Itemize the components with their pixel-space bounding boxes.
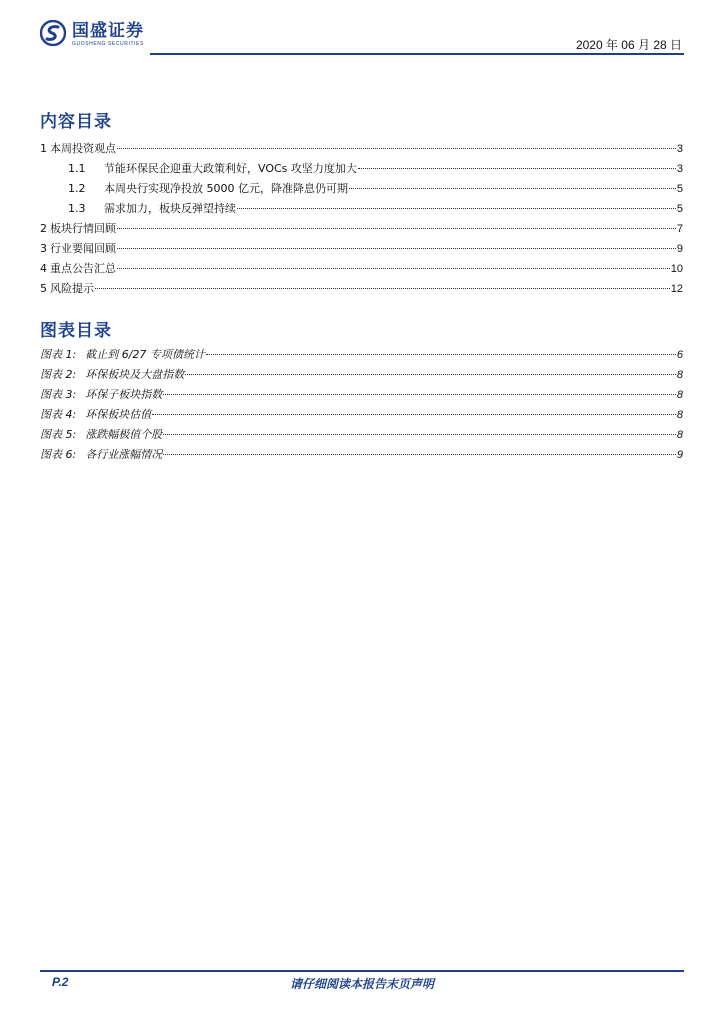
toc-item-title: 风险提示	[50, 282, 94, 295]
figure-item-page: 6	[676, 349, 683, 361]
toc-item-number: 1	[40, 142, 47, 155]
figure-item-page: 8	[676, 429, 683, 441]
toc-title: 内容目录	[40, 112, 112, 132]
toc-item-number: 1.2	[68, 182, 86, 195]
figure-item-number: 图表 3:	[40, 388, 77, 401]
dot-leader	[206, 354, 676, 355]
dot-leader	[349, 188, 676, 189]
toc-item-number: 3	[40, 242, 47, 255]
logo-chinese-name: 国盛证券	[72, 21, 144, 41]
toc-item-number: 1.3	[68, 202, 86, 215]
toc-item-page: 3	[676, 163, 683, 175]
figure-item[interactable]	[40, 446, 683, 466]
toc-item-title: 本周投资观点	[50, 142, 116, 155]
figure-item-number: 图表 1:	[40, 348, 77, 361]
toc-item-number: 1.1	[68, 162, 86, 175]
dot-leader	[163, 394, 676, 395]
disclaimer-note: 请仔细阅读本报告末页声明	[289, 977, 434, 991]
page-number: P.2	[52, 975, 69, 989]
figure-item-title: 环保子板块指数	[85, 388, 163, 401]
footer-divider	[40, 970, 684, 972]
figure-item-title: 各行业涨幅情况	[85, 448, 163, 461]
figure-item[interactable]	[40, 366, 683, 386]
toc-item-page: 5	[676, 203, 683, 215]
figures-title: 图表目录	[40, 321, 112, 341]
figure-item-number: 图表 6:	[40, 448, 77, 461]
toc-item-title: 本周央行实现净投放 5000 亿元，降准降息仍可期	[104, 182, 348, 195]
figure-item-number: 图表 4:	[40, 408, 77, 421]
guosheng-logo-icon	[40, 20, 66, 46]
toc-item-title: 重点公告汇总	[50, 262, 116, 275]
figure-item[interactable]	[40, 426, 683, 446]
figure-item-page: 8	[676, 409, 683, 421]
figure-item[interactable]	[40, 406, 683, 426]
toc-item-number: 4	[40, 262, 47, 275]
dot-leader	[358, 168, 676, 169]
dot-leader	[95, 288, 670, 289]
contents-list	[40, 140, 683, 300]
figures-list	[40, 346, 683, 466]
toc-item[interactable]	[40, 220, 683, 240]
figure-item-number: 图表 2:	[40, 368, 77, 381]
figure-item-title: 截止到 6/27 专项债统计	[85, 348, 205, 361]
dot-leader	[185, 374, 676, 375]
dot-leader	[237, 208, 676, 209]
company-logo	[40, 20, 144, 52]
toc-subitem[interactable]	[40, 200, 683, 220]
figure-item-page: 8	[676, 389, 683, 401]
toc-item-title: 行业要闻回顾	[50, 242, 116, 255]
dot-leader	[117, 248, 676, 249]
toc-item-number: 5	[40, 282, 47, 295]
toc-item-page: 10	[670, 263, 683, 275]
toc-item-number: 2	[40, 222, 47, 235]
figure-item-page: 8	[676, 369, 683, 381]
toc-item-title: 节能环保民企迎重大政策利好，VOCs 攻坚力度加大	[104, 162, 357, 175]
toc-item[interactable]	[40, 260, 683, 280]
toc-item-title: 板块行情回顾	[50, 222, 116, 235]
logo-english-name: GUOSHENG SECURITIES	[72, 41, 144, 47]
figure-item[interactable]	[40, 346, 683, 366]
header-divider	[150, 53, 684, 55]
toc-item-title: 需求加力，板块反弹望持续	[104, 202, 236, 215]
toc-item-page: 7	[676, 223, 683, 235]
toc-subitem[interactable]	[40, 160, 683, 180]
toc-item-page: 9	[676, 243, 683, 255]
dot-leader	[117, 268, 670, 269]
report-date: 2020 年 06 月 28 日	[575, 38, 682, 52]
toc-item[interactable]	[40, 140, 683, 160]
toc-item[interactable]	[40, 280, 683, 300]
toc-subitem[interactable]	[40, 180, 683, 200]
figure-item-title: 环保板块估值	[85, 408, 152, 421]
dot-leader	[163, 454, 676, 455]
toc-item-page: 3	[676, 143, 683, 155]
page-header	[40, 20, 684, 56]
toc-item-page: 12	[670, 283, 683, 295]
dot-leader	[163, 434, 676, 435]
dot-leader	[152, 414, 676, 415]
dot-leader	[117, 228, 676, 229]
figure-item[interactable]	[40, 386, 683, 406]
figure-item-title: 涨跌幅极值个股	[85, 428, 163, 441]
figure-item-page: 9	[676, 449, 683, 461]
toc-item-page: 5	[676, 183, 683, 195]
dot-leader	[117, 148, 676, 149]
figure-item-title: 环保板块及大盘指数	[85, 368, 185, 381]
figure-item-number: 图表 5:	[40, 428, 77, 441]
toc-item[interactable]	[40, 240, 683, 260]
